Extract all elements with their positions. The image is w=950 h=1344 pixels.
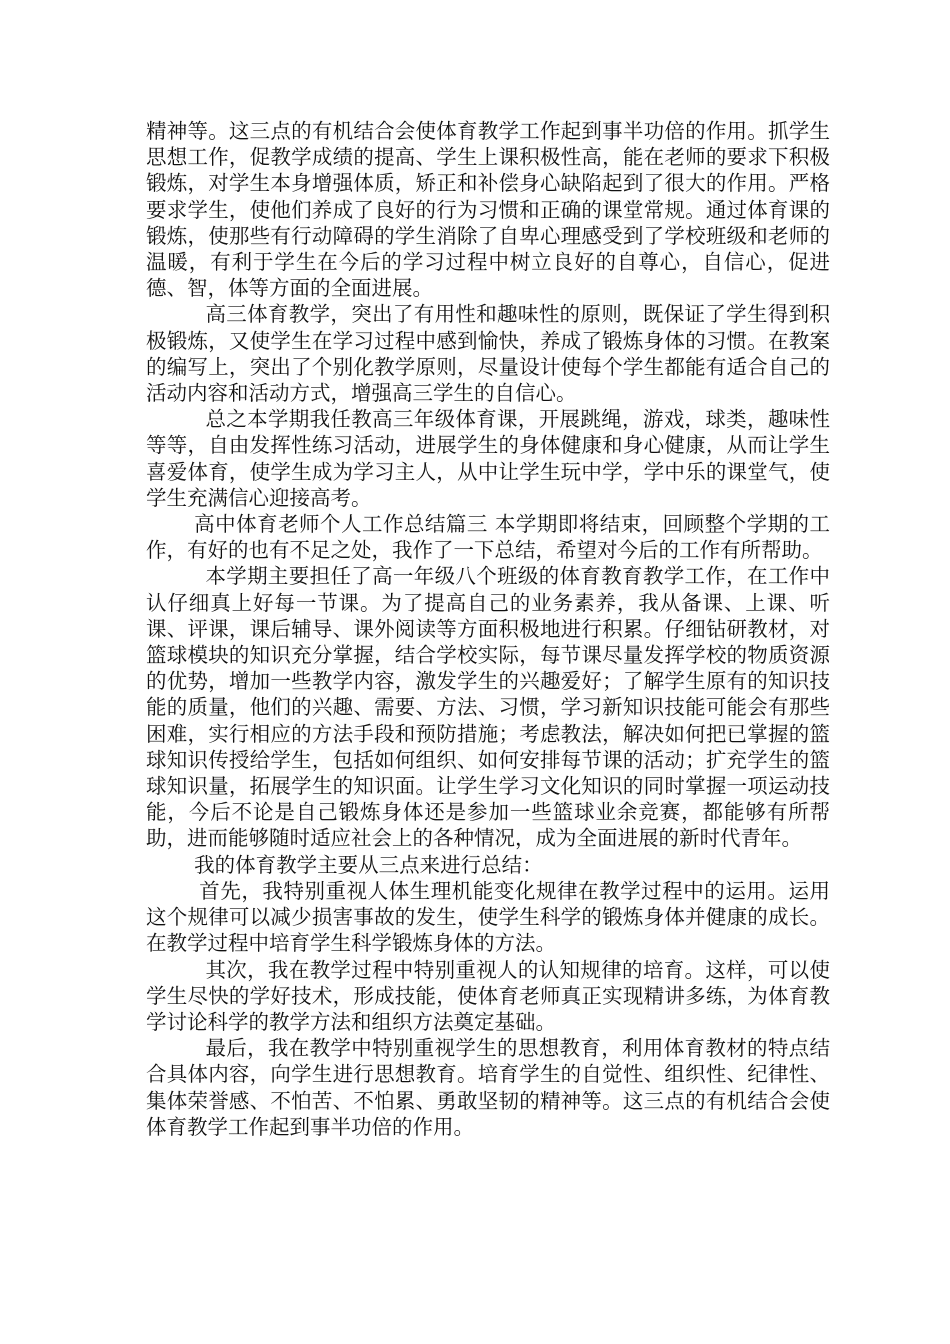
paragraph-senior-three-teaching: 高三体育教学，突出了有用性和趣味性的原则，既保证了学生得到积极锻炼，又使学生在学习过程中感到愉快，养成了锻炼身体的习惯。在教案的编写上，突出了个别化教学原则，尽量设计使每个学生都能有适合自己的活动内容和活动方式，增强高三学生的自信心。 xyxy=(146,302,830,406)
paragraph-main-work: 本学期主要担任了高一年级八个班级的体育教育教学工作，在工作中认仔细真上好每一节课。为了提高自己的业务素养，我从备课、上课、听课、评课，课后辅导、课外阅读等方面积极地进行积累。仔细钻研教材，对篮球模块的知识充分掌握，结合学校实际，每节课尽量发挥学校的物质资源的优势，增加一些教学内容，激发学生的兴趣爱好；了解学生原有的知识技能的质量，他们的兴趣、需要、方法、习惯，学习新知识技能可能会有那些困难，实行相应的方法手段和预防措施；考虑教法，解决如何把已掌握的篮球知识传授给学生，包括如何组织、如何安排每节课的活动；扩充学生的篮球知识量，拓展学生的知识面。让学生学习文化知识的同时掌握一项运动技能，今后不论是自己锻炼身体还是参加一些篮球业余竞赛，都能够有所帮助，进而能够随时适应社会上的各种情况，成为全面进展的新时代青年。 xyxy=(146,564,830,851)
paragraph-third-point: 最后，我在教学中特别重视学生的思想教育，利用体育教材的特点结合具体内容，向学生进行思想教育。培育学生的自觉性、组织性、纪律性、集体荣誉感、不怕苦、不怕累、勇敢坚韧的精神等。这三点的有机结合会使体育教学工作起到事半功倍的作用。 xyxy=(146,1036,830,1139)
paragraph-second-point: 其次，我在教学过程中特别重视人的认知规律的培育。这样，可以使学生尽快的学好技术，形成技能，使体育老师真正实现精讲多练，为体育教学讨论科学的教学方法和组织方法奠定基础。 xyxy=(146,957,830,1034)
document-page xyxy=(146,118,830,1140)
paragraph-semester-summary: 总之本学期我任教高三年级体育课，开展跳绳，游戏，球类，趣味性等等，自由发挥性练习活动，进展学生的身体健康和身心健康，从而让学生喜爱体育，使学生成为学习主人，从中让学生玩中学，学中乐的课堂气，使学生充满信心迎接高考。 xyxy=(146,407,830,510)
paragraph-part-three-heading: 高中体育老师个人工作总结篇三 本学期即将结束，回顾整个学期的工作，有好的也有不足之处，我作了一下总结，希望对今后的工作有所帮助。 xyxy=(146,512,830,563)
paragraph-continuation: 精神等。这三点的有机结合会使体育教学工作起到事半功倍的作用。抓学生思想工作，促教学成绩的提高、学生上课积极性高，能在老师的要求下积极锻炼，对学生本身增强体质，矫正和补偿身心缺陷起到了很大的作用。严格要求学生，使他们养成了良好的行为习惯和正确的课堂常规。通过体育课的锻炼，使那些有行动障碍的学生消除了自卑心理感受到了学校班级和老师的温暖，有利于学生在今后的学习过程中树立良好的自尊心，自信心，促进德、智，体等方面的全面进展。 xyxy=(146,119,830,301)
paragraph-three-points-intro: 我的体育教学主要从三点来进行总结： xyxy=(194,852,543,877)
paragraph-first-point: 首先，我特别重视人体生理机能变化规律在教学过程中的运用。运用这个规律可以减少损害事故的发生，使学生科学的锻炼身体并健康的成长。在教学过程中培育学生科学锻炼身体的方法。 xyxy=(146,878,830,956)
